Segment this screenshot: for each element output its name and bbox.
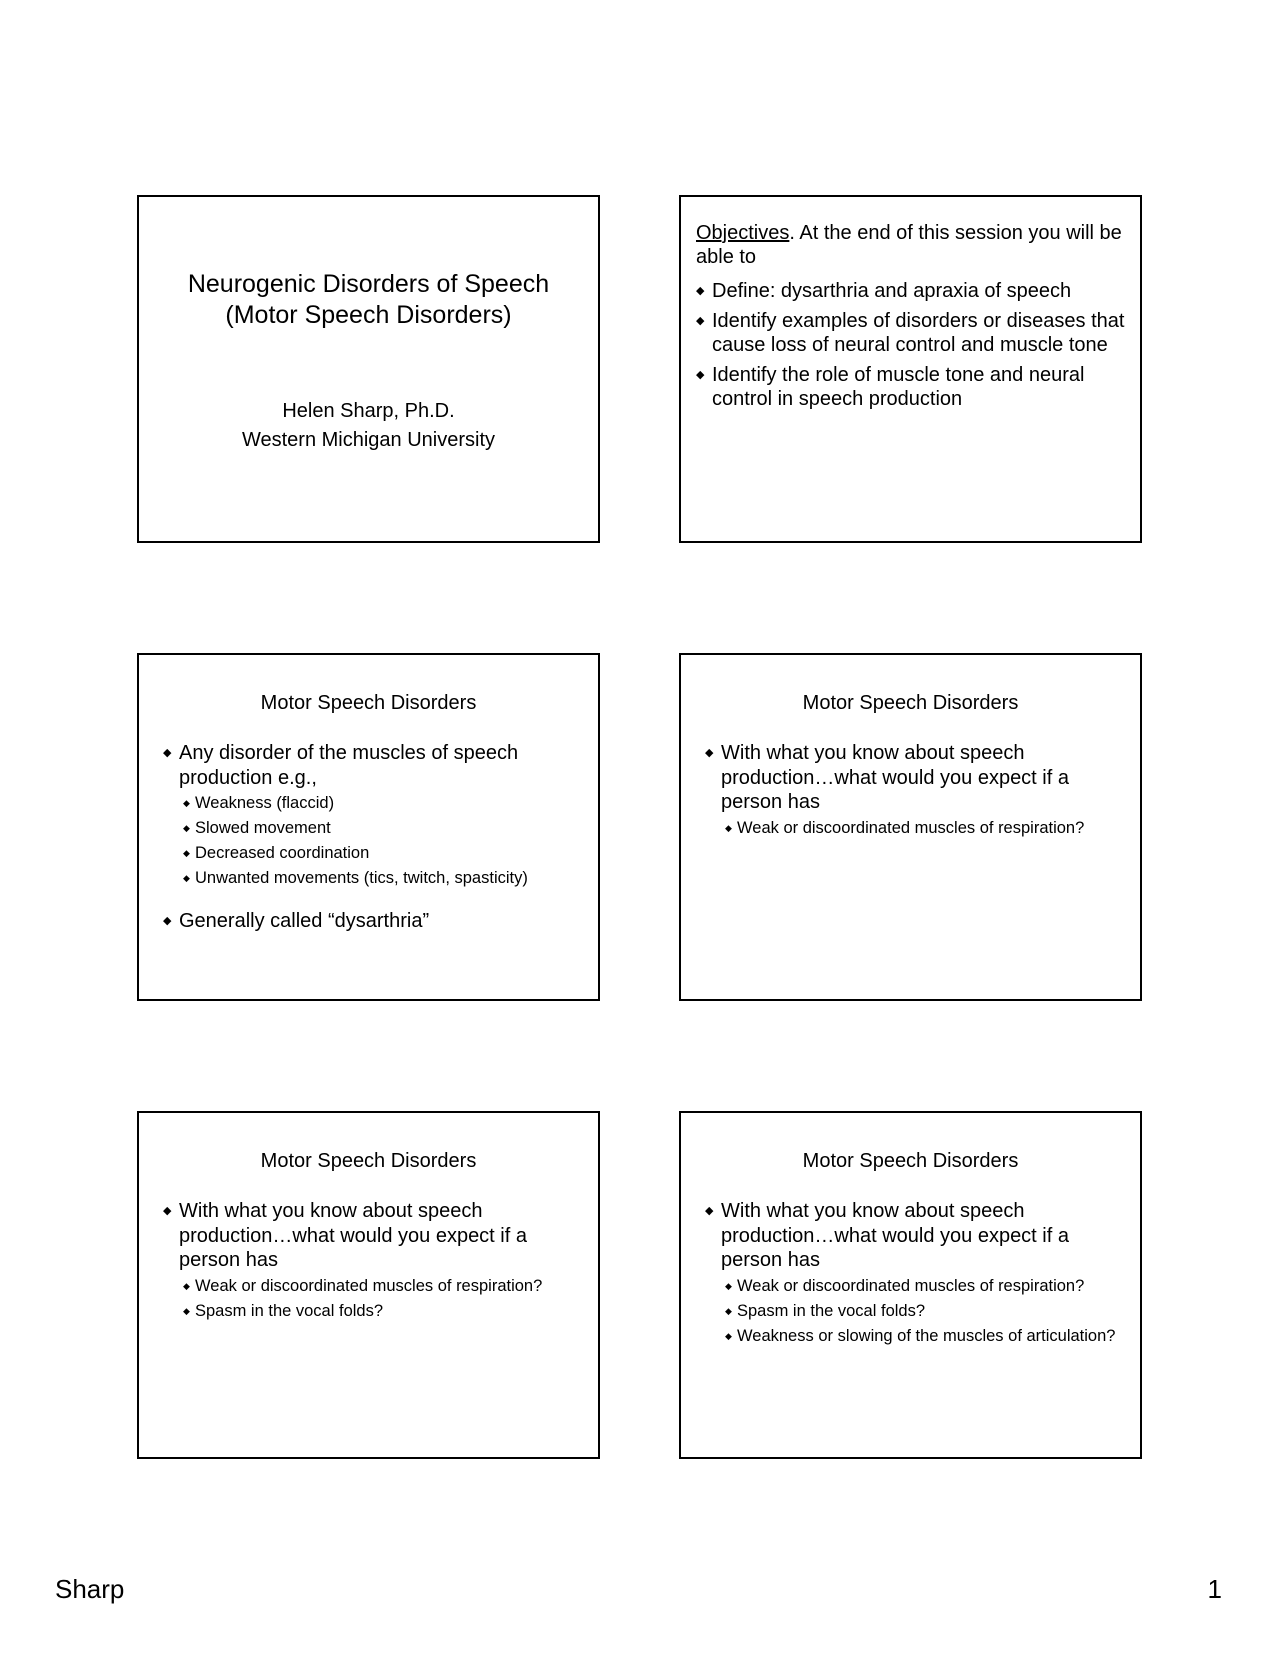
diamond-bullet-icon: ◆ bbox=[725, 1280, 732, 1291]
diamond-bullet-icon: ◆ bbox=[163, 1205, 172, 1217]
sub-list-item bbox=[179, 793, 586, 814]
sub-bullet-text: Weak or discoordinated muscles of respiration? bbox=[737, 818, 1085, 837]
sub-list-item bbox=[179, 843, 586, 864]
diamond-bullet-icon: ◆ bbox=[183, 848, 190, 858]
slide-body bbox=[163, 1199, 586, 1327]
sub-list-item bbox=[179, 1276, 586, 1297]
author-name: Helen Sharp, Ph.D. bbox=[282, 400, 455, 422]
diamond-bullet-icon: ◆ bbox=[696, 368, 705, 381]
objective-text: Define: dysarthria and apraxia of speech bbox=[712, 280, 1072, 302]
diamond-bullet-icon: ◆ bbox=[183, 798, 190, 808]
footer-author: Sharp bbox=[55, 1574, 125, 1604]
slide-4 bbox=[679, 653, 1142, 1001]
slide-1-title bbox=[137, 195, 600, 543]
diamond-bullet-icon: ◆ bbox=[183, 823, 190, 833]
sub-bullet-text: Unwanted movements (tics, twitch, spasticity) bbox=[195, 869, 528, 887]
slide-body bbox=[705, 1199, 1128, 1352]
sub-list bbox=[721, 1276, 1128, 1347]
sub-bullet-text: Weakness (flaccid) bbox=[195, 794, 335, 812]
list-item bbox=[163, 1199, 586, 1322]
slide-6 bbox=[679, 1111, 1142, 1459]
slide-3 bbox=[137, 653, 600, 1001]
sub-list-item bbox=[721, 1276, 1128, 1297]
sub-list-item bbox=[179, 1301, 586, 1322]
list-item bbox=[696, 279, 1126, 304]
diamond-bullet-icon: ◆ bbox=[725, 1330, 732, 1341]
bullet-list bbox=[705, 741, 1128, 839]
sub-list-item bbox=[721, 818, 1128, 839]
sub-list-item bbox=[179, 818, 586, 839]
page-number: 1 bbox=[1207, 1574, 1222, 1604]
objectives-intro-text: . At the end of this session you will be able to bbox=[696, 222, 1122, 268]
list-item bbox=[705, 741, 1128, 839]
sub-list bbox=[721, 818, 1128, 839]
diamond-bullet-icon: ◆ bbox=[725, 1305, 732, 1316]
objective-text: Identify examples of disorders or diseases that cause loss of neural control and muscle tone bbox=[712, 309, 1125, 356]
diamond-bullet-icon: ◆ bbox=[705, 1205, 714, 1217]
diamond-bullet-icon: ◆ bbox=[183, 1280, 190, 1291]
sub-bullet-text: Spasm in the vocal folds? bbox=[195, 1301, 384, 1320]
sub-bullet-text: Slowed movement bbox=[195, 819, 331, 837]
objectives-heading: Objectives bbox=[696, 222, 790, 244]
slide-title: Motor Speech Disorders bbox=[260, 1150, 477, 1172]
diamond-bullet-icon: ◆ bbox=[163, 915, 172, 927]
bullet-list bbox=[163, 741, 586, 934]
sub-bullet-text: Weakness or slowing of the muscles of articulation? bbox=[737, 1326, 1116, 1345]
bullet-text: Any disorder of the muscles of speech production e.g., bbox=[179, 742, 519, 789]
diamond-bullet-icon: ◆ bbox=[163, 747, 172, 759]
list-item bbox=[163, 741, 586, 889]
objective-text: Identify the role of muscle tone and neural control in speech production bbox=[712, 363, 1085, 410]
slide-title: Motor Speech Disorders bbox=[802, 1150, 1019, 1172]
title-line-1: Neurogenic Disorders of Speech bbox=[187, 270, 550, 298]
diamond-bullet-icon: ◆ bbox=[705, 747, 714, 759]
slide-title: Motor Speech Disorders bbox=[260, 692, 477, 714]
sub-list bbox=[179, 793, 586, 889]
objectives-list bbox=[696, 279, 1126, 412]
sub-list-item bbox=[721, 1326, 1128, 1347]
list-item bbox=[696, 363, 1126, 412]
presentation-title bbox=[139, 269, 598, 331]
objectives-intro bbox=[696, 221, 1126, 269]
title-line-2: (Motor Speech Disorders) bbox=[225, 301, 512, 329]
diamond-bullet-icon: ◆ bbox=[183, 1305, 190, 1316]
slide-body bbox=[705, 741, 1128, 844]
list-item bbox=[163, 909, 586, 934]
slide-2-objectives bbox=[679, 195, 1142, 543]
slide-body bbox=[696, 221, 1126, 417]
sub-list-item bbox=[721, 1301, 1128, 1322]
author-block bbox=[139, 397, 598, 455]
sub-bullet-text: Weak or discoordinated muscles of respiration? bbox=[195, 1276, 543, 1295]
diamond-bullet-icon: ◆ bbox=[696, 285, 705, 297]
slide-5 bbox=[137, 1111, 600, 1459]
list-item bbox=[696, 309, 1126, 358]
diamond-bullet-icon: ◆ bbox=[183, 873, 190, 883]
sub-list-item bbox=[179, 868, 586, 889]
diamond-bullet-icon: ◆ bbox=[725, 822, 732, 833]
bullet-list bbox=[163, 1199, 586, 1322]
author-affiliation: Western Michigan University bbox=[241, 429, 496, 451]
sub-bullet-text: Decreased coordination bbox=[195, 844, 370, 862]
bullet-list bbox=[705, 1199, 1128, 1347]
slide-title: Motor Speech Disorders bbox=[802, 692, 1019, 714]
sub-bullet-text: Weak or discoordinated muscles of respiration? bbox=[737, 1276, 1085, 1295]
bullet-text: With what you know about speech production…what would you expect if a person has bbox=[179, 1200, 527, 1271]
bullet-text: With what you know about speech production…what would you expect if a person has bbox=[721, 1200, 1069, 1271]
bullet-text: Generally called “dysarthria” bbox=[179, 910, 430, 932]
diamond-bullet-icon: ◆ bbox=[696, 314, 705, 327]
bullet-text: With what you know about speech production…what would you expect if a person has bbox=[721, 742, 1069, 813]
sub-bullet-text: Spasm in the vocal folds? bbox=[737, 1301, 926, 1320]
slide-body bbox=[163, 741, 586, 939]
list-item bbox=[705, 1199, 1128, 1347]
sub-list bbox=[179, 1276, 586, 1322]
